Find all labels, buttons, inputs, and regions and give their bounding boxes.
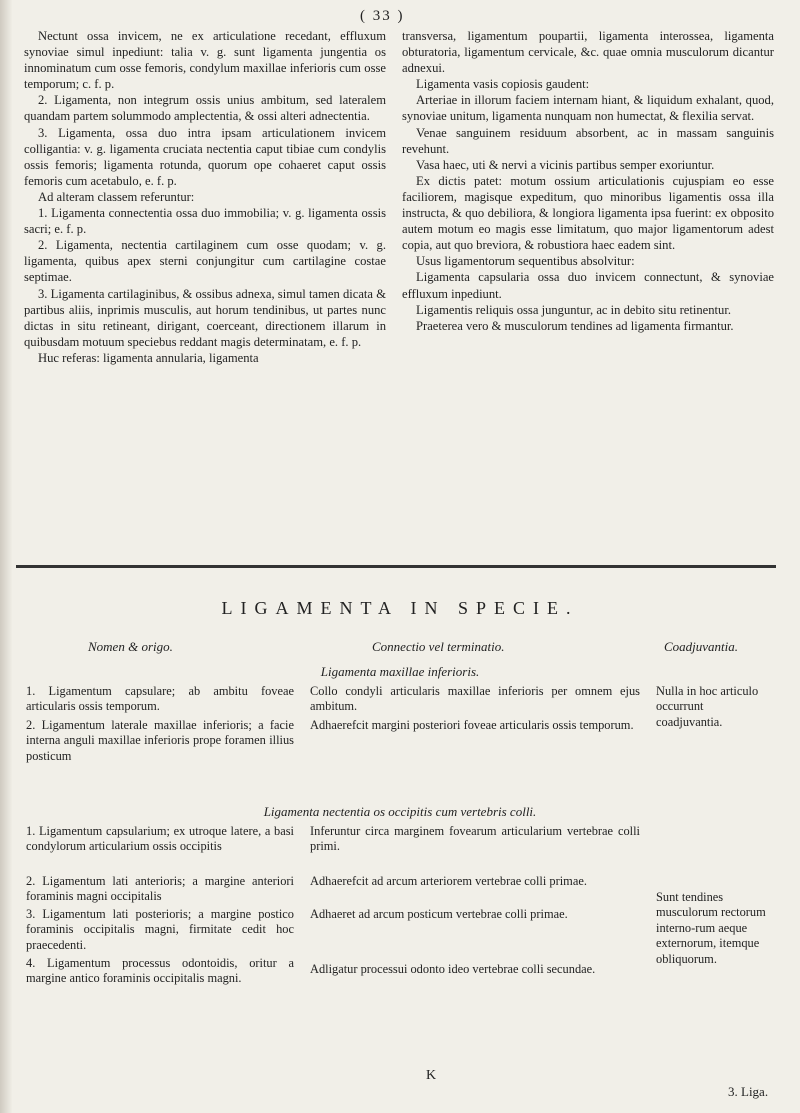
page-number: ( 33 ) [360,8,405,24]
paragraph: 2. Ligamenta, non integrum ossis unius ambitum, sed lateralem quandam partem solummodo amplectentia, & ossi alteri adnectentia. [24,93,386,124]
paragraph: 3. Ligamenta, ossa duo intra ipsam articulationem invicem colligantia: v. g. ligamenta cruciata nectentia caput tibiae cum condylis ossis femoris; ligamenta rotunda, quorum ope cohaeret caput ossis femoris cum acetabulo, e. f. p. [24,125,386,188]
group-title-maxilla: Ligamenta maxillae inferioris. [320,664,480,679]
table-cell: Adhaerefcit margini posteriori foveae articularis ossis temporum. [310,718,634,732]
table-cell: 1. Ligamentum capsulare; ab ambitu foveae articularis ossis temporum. [26,684,294,714]
table-cell: Sunt tendines musculorum rectorum interno-rum aeque externorum, itemque obliquorum. [656,890,766,966]
paragraph: 2. Ligamenta, nectentia cartilaginem cum osse quodam; v. g. ligamenta, quibus apex sterni conjungitur cum cartilagine costae septimae. [24,238,386,285]
table-cell: Inferuntur circa marginem fovearum articularium vertebrae colli primi. [310,824,640,854]
paragraph: Ligamenta capsularia ossa duo invicem connectunt, & synoviae effluxum inpediunt. [402,270,774,301]
section-title: LIGAMENTA IN SPECIE. [221,598,579,618]
paragraph: Nectunt ossa invicem, ne ex articulatione recedant, effluxum synoviae simul inpediunt: talia v. g. sunt ligamenta jungentia os innominatum cum osse femoris, condylum maxillae inferioris cum osse temporum; c. f. p. [24,29,386,92]
paragraph: 3. Ligamenta cartilaginibus, & ossibus adnexa, simul tamen dicata & partibus aliis, inprimis musculis, aut horum tendinibus, ut partes nunc dictas in situ retineant, dirigant, coerceant, directionem illarum in quibusdam motuum speciebus reddant magis determinatam, e. f. p. [24,286,386,349]
table-cell: 4. Ligamentum processus odontoidis, oritur a margine antico foraminis occipitalis magni. [26,956,294,986]
paragraph: Huc referas: ligamenta annularia, ligamenta [38,350,259,365]
group-title-occipital: Ligamenta nectentia os occipitis cum vertebris colli. [263,804,537,819]
table-cell: Adhaeret ad arcum posticum vertebrae colli primae. [310,907,568,921]
table-cell: 2. Ligamentum lati anterioris; a margine anteriori foraminis magni occipitalis [26,874,294,904]
right-text-column [402,28,774,334]
column-header-connection: Connectio vel terminatio. [372,639,505,654]
page-gutter [0,0,12,1113]
paragraph: Usus ligamentorum sequentibus absolvitur: [416,254,635,269]
paragraph: Ex dictis patet: motum ossium articulationis cujuspiam eo esse faciliorem, magisque expeditum, quo minoribus ligamentis ossa illa instructa, & quo debiliora, & longiora ligamenta ipsa fuerint: ex obposito autem motum eo magis esse limitatum, quo major ligamentorum adest copia, aut quo breviora, & robustiora haec eadem sint. [402,173,774,253]
paragraph: transversa, ligamentum poupartii, ligamenta interossea, ligamenta obturatoria, ligamentum cervicale, &c. quae omnia musculorum dicantur adnexui. [402,29,774,76]
column-header-coadjuvantia: Coadjuvantia. [664,639,739,654]
section-rule [16,565,776,568]
paragraph: 1. Ligamenta connectentia ossa duo immobilia; v. g. ligamenta ossis sacri; e. f. p. [24,206,386,237]
signature-mark: K [426,1068,437,1083]
paragraph: Praeterea vero & musculorum tendines ad ligamenta firmantur. [416,318,734,333]
paragraph: Arteriae in illorum faciem internam hiant, & liquidum exhalant, quod, synoviae unitum, ligamenta nunquam non humectat, & flexilia servat. [402,93,774,124]
paragraph: Venae sanguinem residuum absorbent, ac in massam sanguinis revehunt. [402,125,774,156]
paragraph: Ad alteram classem referuntur: [38,189,195,204]
table-cell: 2. Ligamentum laterale maxillae inferioris; a facie interna anguli maxillae inferioris prope foramen illius posticum [26,718,294,763]
left-text-column [24,28,386,366]
paragraph: Vasa haec, uti & nervi a vicinis partibus semper exoriuntur. [416,157,715,172]
paragraph: Ligamenta vasis copiosis gaudent: [416,77,590,92]
column-header-name: Nomen & origo. [88,639,173,654]
catchword: 3. Liga. [728,1084,769,1099]
table-cell: 3. Ligamentum lati posterioris; a margine postico foraminis occipitalis magni, firmitate cedit hoc praecedenti. [26,907,294,952]
table-cell: 1. Ligamentum capsularium; ex utroque latere, a basi condylorum articularium ossis occipitis [26,824,294,854]
paragraph: Ligamentis reliquis ossa junguntur, ac in debito situ retinentur. [416,302,731,317]
table-cell: Adligatur processui odonto ideo vertebrae colli secundae. [310,962,596,976]
table-cell: Nulla in hoc articulo occurrunt coadjuvantia. [656,684,759,729]
table-cell: Collo condyli articularis maxillae inferioris per omnem ejus ambitum. [310,684,640,714]
table-cell: Adhaerefcit ad arcum arteriorem vertebrae colli primae. [310,874,587,888]
